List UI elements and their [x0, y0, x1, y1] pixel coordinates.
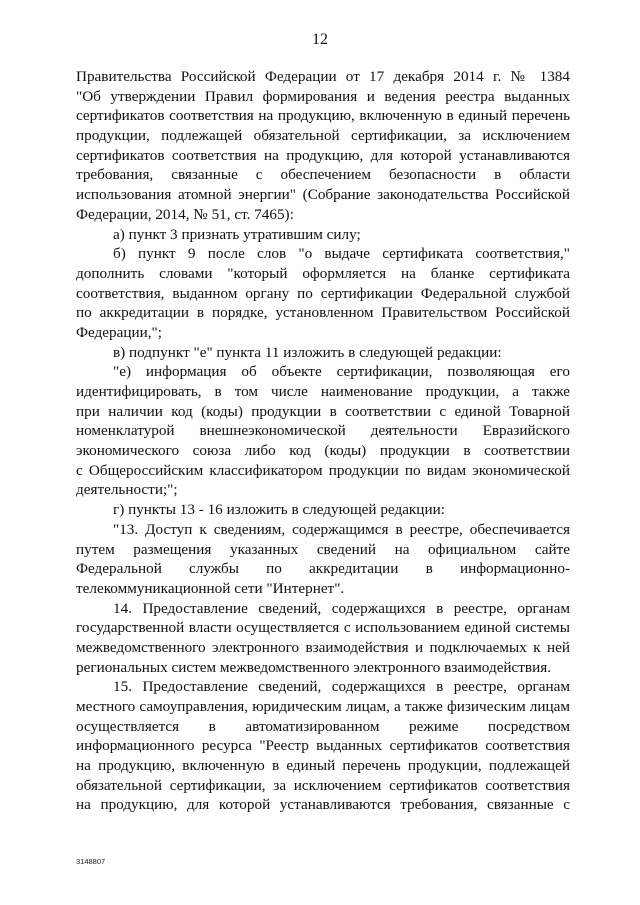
text-line: местного самоуправления, юридическим лицам, а также физическим лицам: [76, 698, 570, 715]
text-line: Правительства Российской Федерации от 17 декабря 2014 г. № 1384: [76, 68, 570, 85]
text-line: экономического союза либо код (коды) продукции в соответствии: [76, 442, 570, 460]
text-line: б) пункт 9 после слов "о выдаче сертификата соответствия,": [113, 245, 570, 263]
text-line: на продукцию, включенную в единый перечень продукции, подлежащей: [76, 757, 570, 775]
text-line: межведомственного электронного взаимодействия и подключаемых к ней: [76, 638, 570, 656]
text-line: Федеральной службы по аккредитации в информационно-: [76, 560, 570, 578]
text-line: региональных систем межведомственного электронного взаимодействия.: [76, 658, 552, 676]
document-code: 3148807: [76, 857, 106, 866]
text-line: сертификатов соответствия на продукцию, включенную в единый перечень: [76, 107, 570, 125]
document-body: [76, 67, 570, 815]
text-line: номенклатурой внешнеэкономической деятельности Евразийского: [76, 422, 570, 440]
text-line: сертификатов соответствия на продукцию, для которой устанавливаются: [76, 146, 570, 164]
text-line: использования атомной энергии" (Собрание законодательства Российской: [76, 186, 570, 204]
text-line: дополнить словами "который оформляется на бланке сертификата: [76, 264, 570, 282]
text-line: с Общероссийским классификатором продукции по видам экономической: [76, 461, 570, 479]
text-line: в) подпункт "е" пункта 11 изложить в следующей редакции:: [113, 343, 502, 361]
text-line: 15. Предоставление сведений, содержащихся в реестре, органам: [113, 678, 570, 696]
text-line: требования, связанные с обеспечением безопасности в области: [76, 166, 570, 184]
text-line: Федерации,";: [76, 323, 162, 341]
text-line: при наличии код (коды) продукции в соответствии с единой Товарной: [76, 402, 570, 420]
text-line: осуществляется в автоматизированном режиме посредством: [76, 717, 570, 735]
text-line: Федерации, 2014, № 51, ст. 7465):: [76, 205, 294, 223]
text-line: г) пункты 13 - 16 изложить в следующей редакции:: [113, 501, 445, 519]
text-line: обязательной сертификации, за исключением сертификатов соответствия: [76, 776, 570, 794]
text-line: идентифицировать, в том числе наименование продукции, а также: [76, 383, 570, 400]
text-line: по аккредитации в порядке, установленном Правительством Российской: [76, 304, 570, 322]
text-line: продукции, подлежащей обязательной сертификации, за исключением: [76, 127, 570, 145]
text-line: государственной власти осуществляется с использованием единой системы: [76, 619, 570, 637]
page-number: 12: [312, 31, 328, 48]
text-line: соответствия, выданном органу по сертификации Федеральной службой: [76, 284, 570, 302]
text-line: "Об утверждении Правил формирования и ведения реестра выданных: [76, 87, 570, 105]
text-line: 14. Предоставление сведений, содержащихся в реестре, органам: [113, 599, 570, 617]
text-line: а) пункт 3 признать утратившим силу;: [113, 225, 361, 243]
text-line: "13. Доступ к сведениям, содержащимся в реестре, обеспечивается: [113, 520, 570, 538]
text-line: путем размещения указанных сведений на официальном сайте: [76, 540, 570, 558]
text-line: деятельности;";: [76, 481, 178, 499]
text-line: на продукцию, для которой устанавливаются требования, связанные с: [76, 796, 570, 814]
text-line: информационного ресурса "Реестр выданных сертификатов соответствия: [76, 737, 570, 755]
text-line: телекоммуникационной сети "Интернет".: [76, 579, 345, 597]
text-line: "е) информация об объекте сертификации, позволяющая его: [113, 363, 570, 381]
